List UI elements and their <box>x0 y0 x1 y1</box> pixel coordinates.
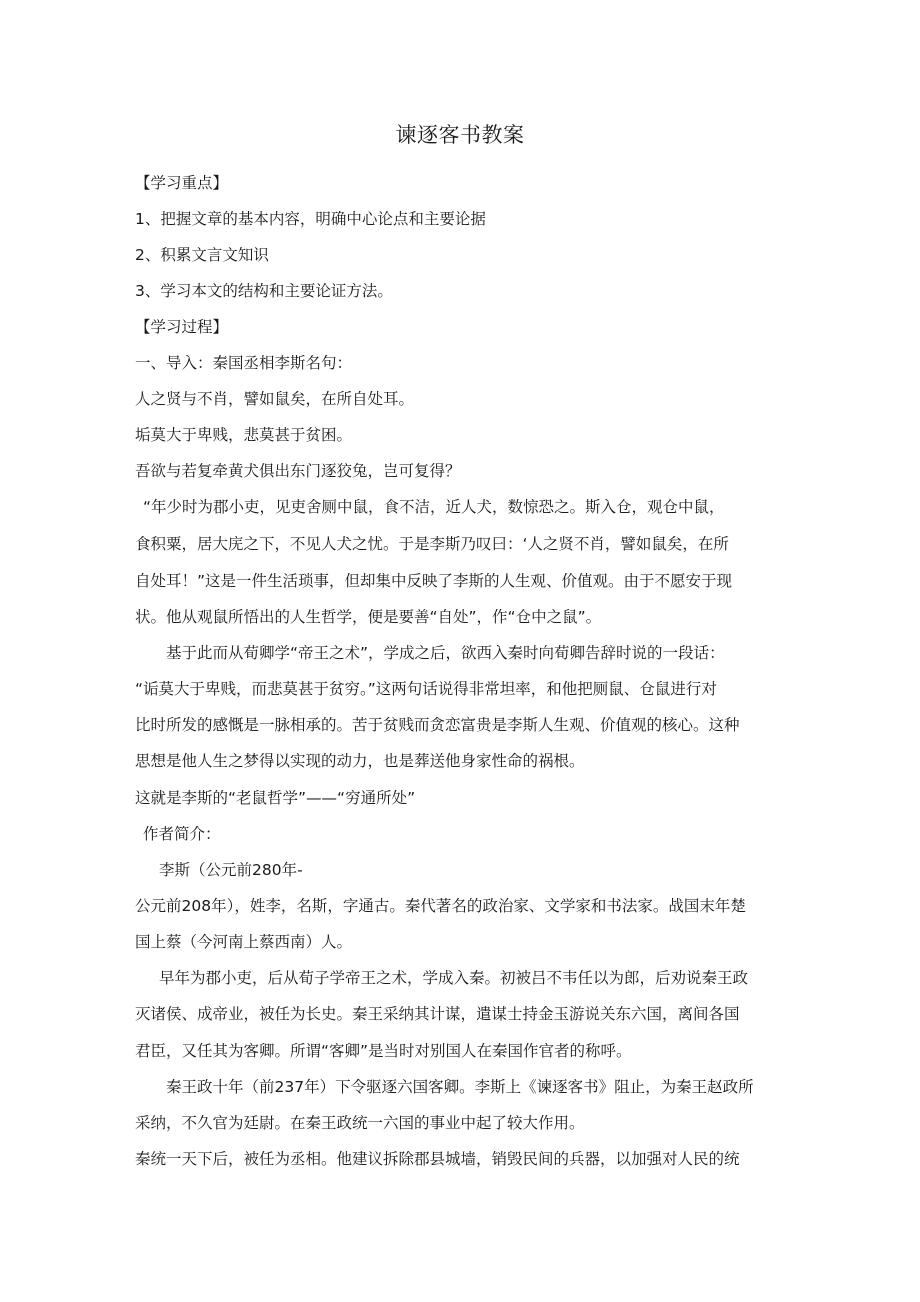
key-point-3: 3、学习本文的结构和主要论证方法。 <box>135 282 393 300</box>
author-line-2: 公元前208年），姓李，名斯，字通古。秦代著名的政治家、文学家和书法家。战国末年楚 <box>135 897 746 915</box>
paragraph-2-line-2: “诟莫大于卑贱，而悲莫甚于贫穷。”这两句话说得非常坦率，和他把厕鼠、仓鼠进行对 <box>135 680 717 698</box>
paragraph-4-line-1: 秦王政十年（前237年）下令驱逐六国客卿。李斯上《谏逐客书》阻止，为秦王赵政所 <box>166 1078 754 1096</box>
paragraph-2-line-1: 基于此而从荀卿学“帝王之术”，学成之后，欲西入秦时向荀卿告辞时说的一段话： <box>166 644 725 662</box>
paragraph-2-line-3: 比时所发的感慨是一脉相承的。苦于贫贱而贪恋富贵是李斯人生观、价值观的核心。这种 <box>135 716 740 734</box>
quote-line-1: 人之贤与不肖，譬如鼠矣，在所自处耳。 <box>135 390 415 408</box>
paragraph-3-line-3: 君臣，又任其为客卿。所谓“客卿”是当时对别国人在秦国作官者的称呼。 <box>135 1042 632 1060</box>
summary-line: 这就是李斯的“老鼠哲学”——“穷通所处” <box>135 789 416 807</box>
paragraph-1-line-3: 自处耳！”这是一件生活琐事，但却集中反映了李斯的人生观、价值观。由于不愿安于现 <box>135 572 733 590</box>
paragraph-4-line-2: 采纳，不久官为廷尉。在秦王政统一六国的事业中起了较大作用。 <box>135 1114 585 1132</box>
document-title: 谏逐客书教案 <box>395 123 525 147</box>
paragraph-1-line-2: 食积粟，居大庑之下，不见人犬之忧。于是李斯乃叹曰：‘人之贤不肖，譬如鼠矣，在所 <box>135 535 729 553</box>
author-line-3: 国上蔡（今河南上蔡西南）人。 <box>135 933 353 951</box>
paragraph-5-line-1: 秦统一天下后，被任为丞相。他建议拆除郡县城墙，销毁民间的兵器，以加强对人民的统 <box>135 1150 740 1168</box>
paragraph-3-line-2: 灭诸侯、成帝业，被任为长史。秦王采纳其计谋，遣谋士持金玉游说关东六国，离间各国 <box>135 1005 740 1023</box>
quote-line-2: 垢莫大于卑贱，悲莫甚于贫困。 <box>135 426 353 444</box>
quote-line-3: 吾欲与若复牵黄犬俱出东门逐狡兔，岂可复得？ <box>135 462 461 480</box>
paragraph-2-line-4: 思想是他人生之梦得以实现的动力，也是葬送他身家性命的祸根。 <box>135 752 585 770</box>
author-line-1: 李斯（公元前280年- <box>159 861 303 879</box>
author-heading: 作者简介： <box>143 825 221 843</box>
paragraph-1-line-1: “年少时为郡小吏，见吏舍厕中鼠，食不洁，近人犬，数惊恐之。斯入仓，观仓中鼠， <box>143 498 725 516</box>
section-heading-process: 【学习过程】 <box>135 318 229 336</box>
paragraph-3-line-1: 早年为郡小吏，后从荀子学帝王之术，学成入秦。初被吕不韦任以为郎，后劝说秦王政 <box>159 969 749 987</box>
intro-heading: 一、导入：秦国丞相李斯名句： <box>135 354 353 372</box>
section-heading-key-points: 【学习重点】 <box>135 174 229 192</box>
key-point-2: 2、积累文言文知识 <box>135 246 269 264</box>
key-point-1: 1、把握文章的基本内容，明确中心论点和主要论据 <box>135 210 486 228</box>
paragraph-1-line-4: 状。他从观鼠所悟出的人生哲学，便是要善“自处”，作“仓中之鼠”。 <box>135 608 602 626</box>
